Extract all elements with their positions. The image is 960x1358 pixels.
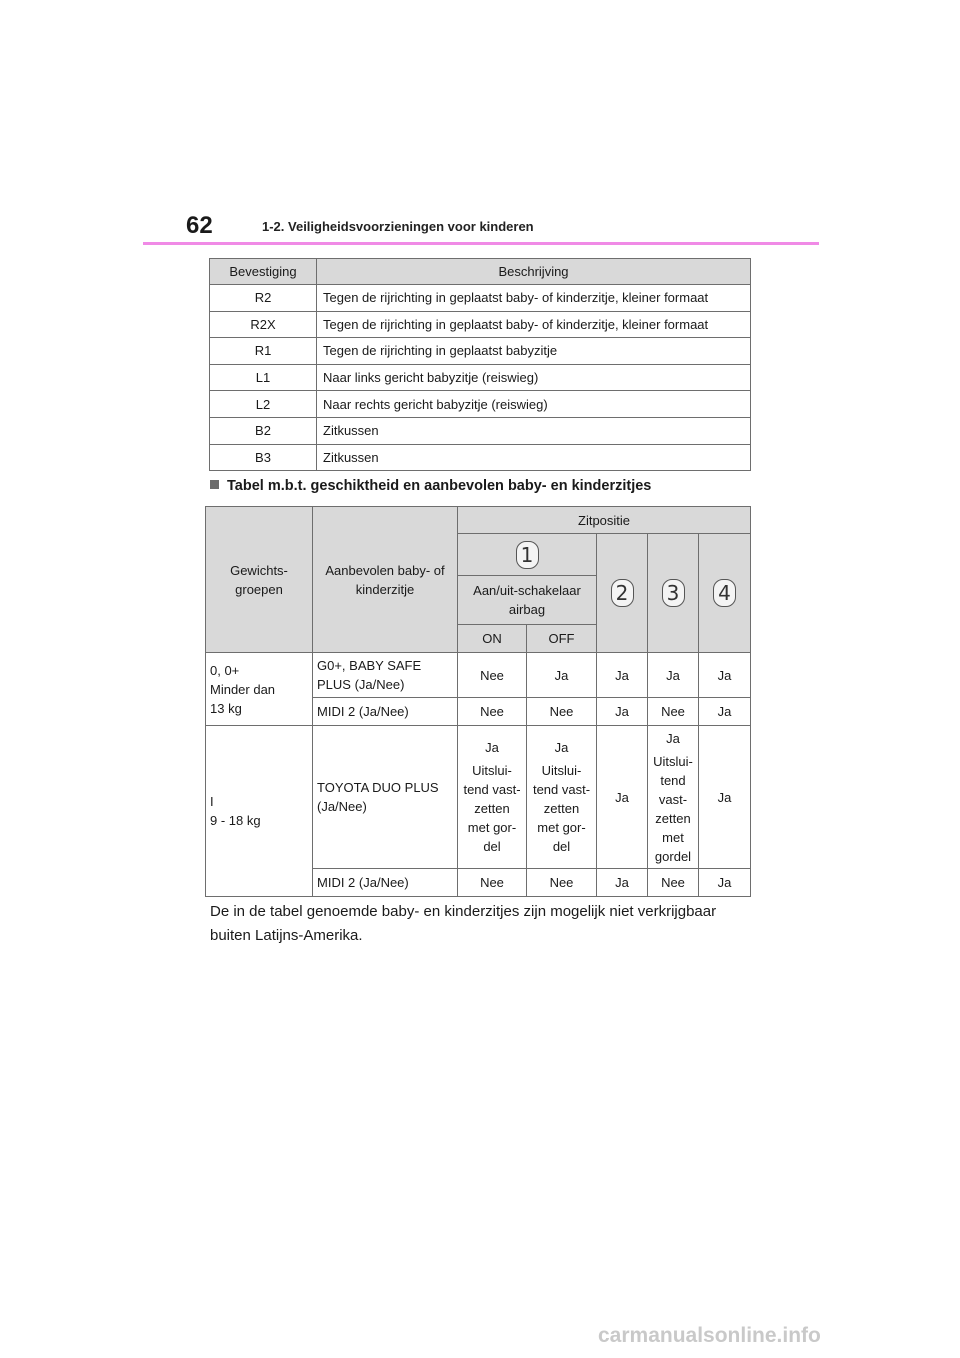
attachment-code: L2 <box>210 391 317 418</box>
header-line: groepen <box>235 581 283 597</box>
attachment-description: Naar rechts gericht babyzitje (reiswieg) <box>317 391 751 418</box>
suitability-cell: Nee <box>527 698 597 726</box>
footnote-line: buiten Latijns-Amerika. <box>210 927 363 944</box>
weight-groups-header <box>206 507 313 653</box>
table-row <box>210 311 751 338</box>
suitability-cell: Ja <box>597 698 648 726</box>
airbag-off-header: OFF <box>527 625 597 653</box>
suitability-cell: Nee <box>527 869 597 897</box>
cell-line: Uitslui- <box>653 753 693 769</box>
column-header: Beschrijving <box>317 259 751 285</box>
seat-model-cell: MIDI 2 (Ja/Nee) <box>313 698 458 726</box>
weight-group-cell <box>206 653 313 726</box>
cell-line: tend <box>660 772 686 788</box>
cell-line: zetten <box>543 801 580 816</box>
suitability-cell: Ja <box>597 726 648 869</box>
cell-line: Minder dan <box>210 681 276 697</box>
seat-position-2 <box>597 534 648 653</box>
suitability-cell: Nee <box>458 869 527 897</box>
header-line: airbag <box>508 602 546 617</box>
attachment-code: R1 <box>210 338 317 365</box>
table-row <box>206 726 751 869</box>
section-heading <box>210 478 651 494</box>
footnote-line: De in de tabel genoemde baby- en kinderzitjes zijn mogelijk niet verkrijgbaar <box>210 903 717 920</box>
suitability-cell: Ja <box>527 653 597 698</box>
header-line: Gewichts- <box>230 562 288 578</box>
cell-line: Ja <box>666 730 680 746</box>
seat-1-icon: 1 <box>516 541 539 569</box>
attachment-description: Zitkussen <box>317 417 751 444</box>
seat-position-header: Zitpositie <box>458 507 751 534</box>
table-row <box>210 391 751 418</box>
attachment-description: Tegen de rijrichting in geplaatst babyzitje <box>317 338 751 365</box>
column-header: Bevestiging <box>210 259 317 285</box>
bullet-square-icon <box>210 480 219 489</box>
suitability-cell: Ja <box>699 698 751 726</box>
airbag-switch-header <box>458 576 597 625</box>
cell-line: tend vast- <box>532 782 591 797</box>
attachment-code: R2 <box>210 285 317 312</box>
table-header-row <box>206 507 751 534</box>
cell-line: del <box>552 839 571 854</box>
cell-line: (Ja/Nee) <box>317 799 367 814</box>
section-title: 1-2. Veiligheidsvoorzieningen voor kinderen <box>262 219 534 234</box>
table-row <box>210 417 751 444</box>
suitability-cell <box>458 726 527 869</box>
attachment-code: R2X <box>210 311 317 338</box>
page-number: 62 <box>186 212 213 239</box>
table-header-row <box>210 259 751 285</box>
header-line: kinderzitje <box>355 581 415 597</box>
table-row <box>210 444 751 471</box>
suitability-cell <box>527 726 597 869</box>
seat-position-4 <box>699 534 751 653</box>
header-rule <box>143 242 819 245</box>
footnote <box>210 900 770 948</box>
cell-line: Uitslui- <box>472 763 512 778</box>
attachment-table <box>209 258 751 471</box>
table-row <box>210 364 751 391</box>
cell-line: 0, 0+ <box>210 662 240 678</box>
suitability-cell: Ja <box>699 869 751 897</box>
cell-line: Ja <box>485 740 499 755</box>
attachment-description: Naar links gericht babyzitje (reiswieg) <box>317 364 751 391</box>
seat-model-cell <box>313 653 458 698</box>
suitability-table <box>205 506 751 897</box>
cell-line: met <box>662 829 684 845</box>
cell-line: met gor- <box>537 820 586 835</box>
seat-3-icon: 3 <box>662 579 685 607</box>
attachment-code: B2 <box>210 417 317 444</box>
header-line: Aan/uit-schakelaar <box>473 583 581 598</box>
suitability-cell: Ja <box>699 726 751 869</box>
suitability-cell: Nee <box>648 698 699 726</box>
cell-line: tend vast- <box>463 782 521 797</box>
attachment-description: Tegen de rijrichting in geplaatst baby- of kinderzitje, kleiner formaat <box>317 311 751 338</box>
section-heading-text: Tabel m.b.t. geschiktheid en aanbevolen baby- en kinderzitjes <box>227 478 652 494</box>
seat-position-1 <box>458 534 597 576</box>
cell-line: gordel <box>654 848 692 864</box>
airbag-on-header: ON <box>458 625 527 653</box>
cell-line: Uitslui- <box>541 763 582 778</box>
header-line: Aanbevolen baby- of <box>325 562 445 578</box>
suitability-cell <box>648 726 699 869</box>
attachment-description: Tegen de rijrichting in geplaatst baby- of kinderzitje, kleiner formaat <box>317 285 751 312</box>
table-row <box>210 338 751 365</box>
cell-line: TOYOTA DUO PLUS <box>317 780 439 795</box>
suitability-cell: Ja <box>699 653 751 698</box>
table-row <box>206 653 751 698</box>
watermark: carmanualsonline.info <box>598 1324 821 1347</box>
seat-model-cell: MIDI 2 (Ja/Nee) <box>313 869 458 897</box>
seat-position-3 <box>648 534 699 653</box>
cell-line: met gor- <box>467 820 517 835</box>
suitability-cell: Nee <box>648 869 699 897</box>
table-row <box>210 285 751 312</box>
cell-line: I <box>210 794 214 809</box>
seat-model-cell <box>313 726 458 869</box>
attachment-code: L1 <box>210 364 317 391</box>
cell-line: zetten <box>474 801 510 816</box>
cell-line: G0+, BABY SAFE <box>317 658 422 673</box>
weight-group-cell <box>206 726 313 897</box>
cell-line: vast- <box>658 791 688 807</box>
attachment-code: B3 <box>210 444 317 471</box>
cell-line: Ja <box>554 740 569 755</box>
suitability-cell: Ja <box>648 653 699 698</box>
suitability-cell: Ja <box>597 869 648 897</box>
cell-line: zetten <box>655 810 691 826</box>
recommended-seat-header <box>313 507 458 653</box>
cell-line: PLUS (Ja/Nee) <box>317 677 405 692</box>
seat-2-icon: 2 <box>611 579 634 607</box>
suitability-cell: Nee <box>458 653 527 698</box>
suitability-cell: Nee <box>458 698 527 726</box>
cell-line: 13 kg <box>210 700 242 716</box>
attachment-description: Zitkussen <box>317 444 751 471</box>
cell-line: 9 - 18 kg <box>210 813 261 828</box>
cell-line: del <box>483 839 501 854</box>
seat-4-icon: 4 <box>713 579 736 607</box>
suitability-cell: Ja <box>597 653 648 698</box>
